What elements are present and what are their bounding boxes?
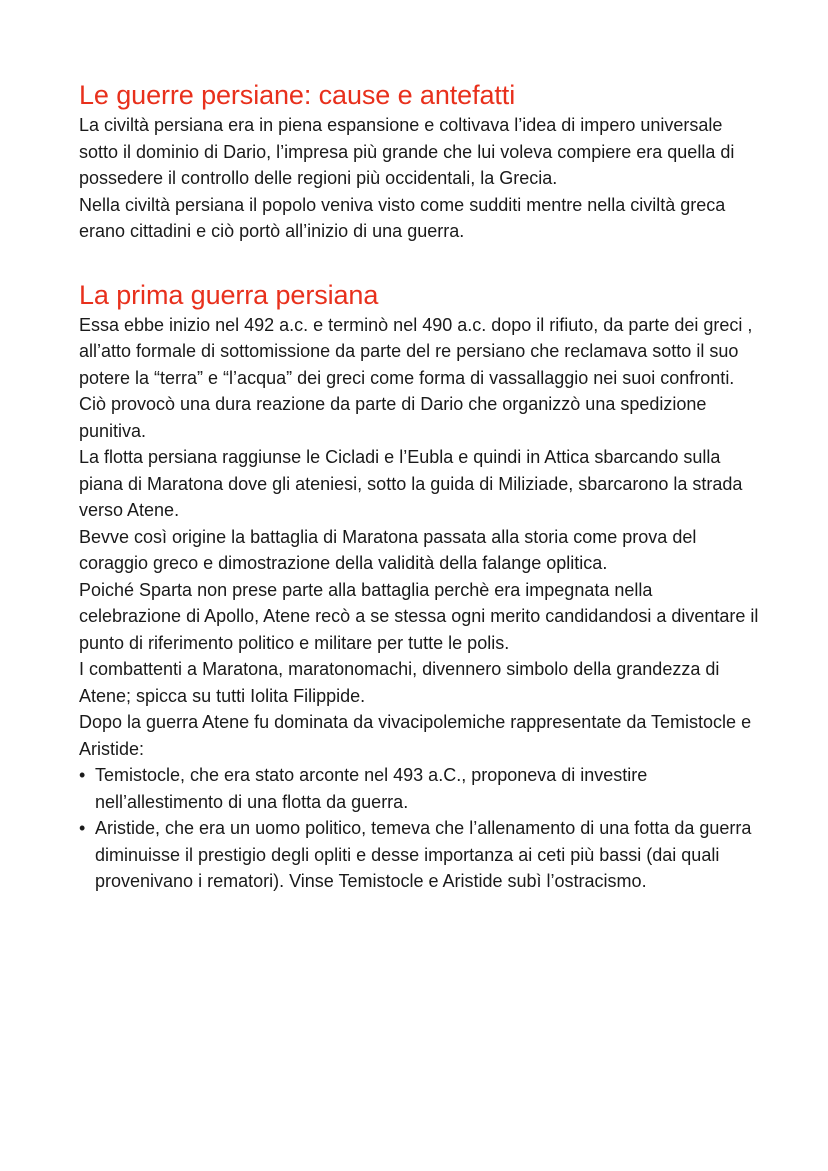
section-prima-guerra (79, 278, 759, 895)
bullet-icon: • (79, 765, 86, 785)
paragraph: La civiltà persiana era in piena espansione e coltivava l’idea di impero universale sotto il dominio di Dario, l’impresa più grande che lui voleva compiere era quella di possedere il controllo delle regioni più occidentali, la Grecia. (79, 115, 735, 188)
bullet-icon: • (79, 818, 86, 838)
paragraph: Dopo la guerra Atene fu dominata da vivacipolemiche rappresentate da Temistocle e Aristide: (79, 712, 752, 759)
paragraph: La flotta persiana raggiunse le Cicladi e l’Eubla e quindi in Attica sbarcando sulla piana di Maratona dove gli ateniesi, sotto la guida di Miliziade, sbarcarono la strada verso Atene. (79, 447, 743, 520)
section-cause-antefatti (79, 78, 759, 245)
document-page (79, 78, 759, 895)
list-item-text: Temistocle, che era stato arconte nel 493 a.C., proponeva di investire nell’allestimento di una flotta da guerra. (95, 765, 648, 812)
list-item-text: Aristide, che era un uomo politico, temeva che l’allenamento di una fotta da guerra diminuisse il prestigio degli opliti e desse importanza ai ceti più bassi (dai quali provenivano i rematori). Vinse Temistocle e Aristide subì l’ostracismo. (95, 818, 752, 891)
section-title-prima-guerra: La prima guerra persiana (79, 279, 379, 310)
section-title-cause: Le guerre persiane: cause e antefatti (79, 80, 516, 110)
paragraph: Poiché Sparta non prese parte alla battaglia perchè era impegnata nella celebrazione di Apollo, Atene recò a se stessa ogni merito candidandosi a diventare il punto di riferimento politico e militare per tutte le polis. (79, 579, 759, 653)
paragraph: Bevve così origine la battaglia di Maratona passata alla storia come prova del coraggio greco e dimostrazione della validità della falange oplitica. (79, 526, 697, 573)
paragraph: Nella civiltà persiana il popolo veniva visto come sudditi mentre nella civiltà greca erano cittadini e ciò portò all’inizio di una guerra. (79, 194, 726, 241)
paragraph: Essa ebbe inizio nel 492 a.c. e terminò nel 490 a.c. dopo il rifiuto, da parte dei greci , all’atto formale di sottomissione da parte del re persiano che reclamava sotto il suo potere la “terra” e “l’acqua” dei greci come forma di vassallaggio nei suoi confronti. (79, 314, 753, 388)
bullet-list (79, 762, 759, 895)
paragraph: I combattenti a Maratona, maratonomachi, divennero simbolo della grandezza di Atene; spicca su tutti Iolita Filippide. (79, 659, 720, 706)
paragraph: Ciò provocò una dura reazione da parte di Dario che organizzò una spedizione punitiva. (79, 394, 707, 441)
list-item (79, 815, 759, 895)
list-item (79, 762, 759, 815)
